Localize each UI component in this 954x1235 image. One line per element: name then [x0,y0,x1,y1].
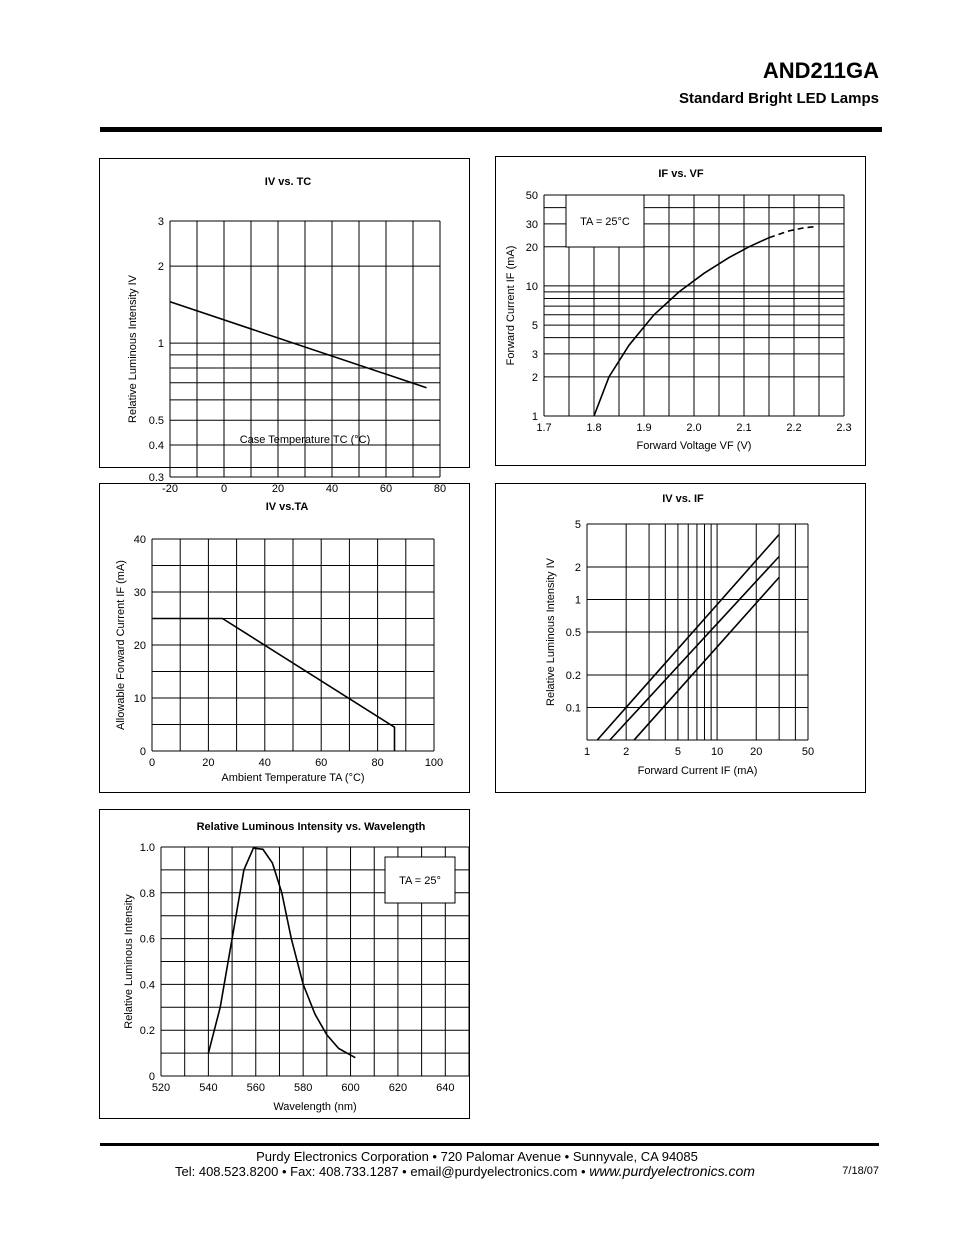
x-tick-label: 20 [271,483,285,495]
y-tick-label: 0.5 [148,415,164,428]
y-tick-label: 0.2 [565,669,581,682]
y-axis-label: Allowable Forward Current IF (mA) [115,560,127,730]
chart-iv-vs-if-plot [496,484,867,794]
chart-title: IV vs.TA [265,501,309,513]
x-tick-label: 80 [371,757,384,769]
y-tick-label: 0.2 [139,1025,155,1038]
x-tick-label: 20 [202,757,215,769]
y-tick-label: 10 [525,280,538,293]
x-tick-label: 0 [220,483,228,495]
part-number: AND211GA [762,58,879,83]
chart-iv-vs-ta [99,483,470,793]
chart-title: IF vs. VF [658,168,704,180]
chart-spectrum [99,809,470,1119]
x-axis-label: Wavelength (nm) [273,1101,357,1113]
y-tick-label: 1 [531,411,538,423]
series-line-2 [610,557,779,741]
y-tick-label: 0 [139,746,146,758]
series-line-3 [634,577,779,740]
chart-title: IV vs. IF [662,493,704,505]
x-tick-label: 2.3 [836,422,852,434]
y-tick-label: 5 [531,320,538,333]
y-tick-label: 1 [157,338,164,351]
x-tick-label: 5 [674,746,681,758]
y-tick-label: 1 [574,594,581,607]
series-line-1 [594,238,769,416]
x-tick-label: 2.2 [786,422,802,434]
y-tick-label: 2 [574,561,581,574]
x-tick-label: 1 [583,746,591,758]
x-tick-label: 50 [801,746,815,758]
y-tick-label: 2 [157,261,164,274]
x-tick-label: 620 [388,1082,408,1094]
document-date: 7/18/07 [842,1165,879,1177]
x-tick-label: 600 [341,1082,360,1094]
y-tick-label: 0.8 [139,887,155,900]
x-tick-label: 20 [750,746,763,758]
contact-line [175,1163,755,1179]
x-tick-label: -20 [162,483,178,495]
x-tick-label: 100 [424,757,444,769]
chart-iv-vs-ta-plot [100,484,471,794]
y-tick-label: 0.4 [148,440,164,453]
chart-title: Relative Luminous Intensity vs. Wavelength [196,821,426,833]
x-axis-label: Forward Current IF (mA) [637,765,758,777]
y-tick-label: 40 [133,534,146,546]
y-tick-label: 0.1 [565,702,581,715]
y-tick-label: 30 [525,218,538,231]
chart-spectrum-plot [100,810,471,1120]
x-tick-label: 40 [325,483,339,495]
x-tick-label: 1.8 [586,422,602,434]
y-tick-label: 1.0 [139,842,155,854]
y-axis-label: Relative Luminous Intensity IV [545,558,557,706]
y-tick-label: 20 [133,640,146,652]
y-tick-label: 0.6 [139,933,155,946]
y-tick-label: 50 [525,190,538,202]
chart-iv-vs-if [495,483,866,793]
company-address: Purdy Electronics Corporation • 720 Palomar Avenue • Sunnyvale, CA 94085 [256,1149,698,1164]
website-link[interactable]: www.purdyelectronics.com [589,1163,755,1179]
x-tick-label: 40 [258,757,271,769]
y-tick-label: 20 [525,241,538,254]
x-tick-label: 2 [623,746,630,758]
x-tick-label: 60 [315,757,328,769]
annotation-label: TA = 25°C [580,216,630,228]
x-tick-label: 0 [148,757,156,769]
chart-iv-vs-tc-plot [100,159,471,495]
y-axis-label: Forward Current IF (mA) [505,245,517,366]
y-tick-label: 5 [574,519,581,531]
x-tick-label: 60 [379,483,393,495]
chart-if-vs-vf-plot [496,157,867,467]
x-tick-label: 560 [246,1082,265,1094]
y-tick-label: 0.5 [565,627,581,639]
y-tick-label: 2 [531,371,538,384]
x-tick-label: 1.9 [636,422,652,434]
chart-iv-vs-tc [99,158,470,495]
y-tick-label: 0 [148,1071,155,1083]
x-tick-label: 2.0 [686,422,702,434]
series-line-1 [170,302,427,388]
x-axis-label: Forward Voltage VF (V) [636,440,752,452]
series-line-1 [152,619,395,752]
y-tick-label: 30 [133,587,146,599]
chart-if-vs-vf [495,156,866,466]
x-tick-label: 10 [710,746,724,758]
y-axis-label: Relative Luminous Intensity [123,894,135,1029]
x-axis-label: Ambient Temperature TA (°C) [221,772,365,784]
series-line-1 [208,848,355,1058]
y-tick-label: 0.4 [139,979,155,992]
x-tick-label: 1.7 [536,422,552,434]
y-tick-label: 10 [133,693,146,705]
header-rule [100,127,882,132]
y-tick-label: 3 [157,216,164,228]
x-tick-label: 540 [199,1082,218,1094]
x-tick-label: 520 [151,1082,171,1094]
x-tick-label: 640 [436,1082,455,1094]
chart-title: IV vs. TC [264,176,312,188]
footer-rule [100,1143,879,1146]
contact-info: Tel: 408.523.8200 • Fax: 408.733.1287 • email@purdyelectronics.com • [175,1164,590,1179]
series-line-2 [769,227,814,238]
x-tick-label: 80 [433,483,447,495]
annotation-label: TA = 25° [399,875,441,887]
x-axis-label: Case Temperature TC (°C) [239,434,371,446]
y-axis-label: Relative Luminous Intensity IV [127,275,139,423]
y-tick-label: 3 [531,348,538,361]
x-tick-label: 580 [293,1082,313,1094]
document-subtitle: Standard Bright LED Lamps [678,90,879,107]
x-tick-label: 2.1 [736,422,752,434]
y-tick-label: 0.3 [148,472,164,484]
